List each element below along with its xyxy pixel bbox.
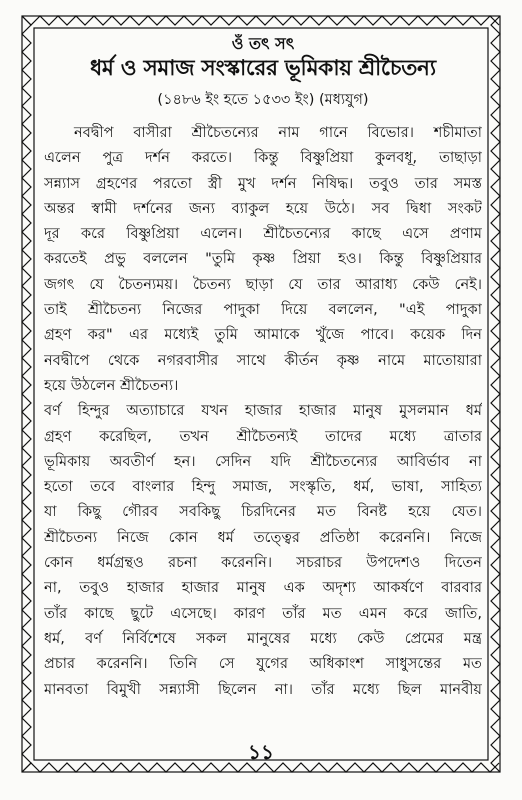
text-line: জগৎ যে চৈতন্যময়। চৈতন্য ছাড়া যে তার আরাধ্য কেউ নেই। [44, 275, 482, 293]
text-line: অন্তর স্বামী দর্শনের জন্য ব্যাকুল হয়ে উঠে। সব দ্বিধা সংকট [44, 199, 482, 217]
text-line: না, তবুও হাজার হাজার মানুষ এক অদৃশ্য আকর্ষণে বারবার [44, 579, 482, 597]
text-line: গ্রহণ করেছিল, তখন শ্রীচৈতন্যই তাদের মধ্যে ত্রাতার [44, 427, 482, 445]
page-number: ১১ [248, 740, 274, 764]
border-right-zigzag [491, 16, 500, 772]
text-line: ভূমিকায় অবতীর্ণ হন। সেদিন যদি শ্রীচৈতন্যের আবির্ভাব না [44, 452, 482, 470]
text-line: সন্ন্যাস গ্রহণের পরতো স্ত্রী মুখ দর্শন নিষিদ্ধ। তবুও তার সমস্ত [44, 174, 482, 192]
text-line: তাই শ্রীচৈতন্য নিজের পাদুকা দিয়ে বললেন, "এই পাদুকা [44, 301, 482, 319]
text-line: তাঁর কাছে ছুটে এসেছে। কারণ তাঁর মত এমন করে জাতি, [44, 604, 482, 622]
text-line: হতো তবে বাংলার হিন্দু সমাজ, সংস্কৃতি, ধর্ম, ভাষা, সাহিত্য [44, 478, 482, 496]
text-line: কোন ধর্মগ্রন্থও রচনা করেননি। সচরাচর উপদেশও দিতেন [44, 554, 482, 572]
invocation-heading: ওঁ তৎ সৎ [231, 34, 295, 53]
border-left-zigzag [22, 16, 31, 772]
page-subtitle: (১৪৮৬ ইং হতে ১৫৩৩ ইং) (মধ্যযুগ) [157, 92, 369, 108]
text-line: ধর্ম, বর্ণ নির্বিশেষে সকল মানুষের মধ্যে কেউ প্রেমের মন্ত্র [44, 629, 482, 647]
text-line: হয়ে উঠলেন শ্রীচৈতন্য। [44, 376, 179, 394]
text-line: বর্ণ হিন্দুর অত্যাচারে যখন হাজার হাজার মানুষ মুসলমান ধর্ম [44, 402, 482, 420]
text-line: মানবতা বিমুখী সন্ন্যাসী ছিলেন না। তাঁর মধ্যে ছিল মানবীয় [44, 680, 482, 698]
border-top-zigzag [22, 16, 499, 25]
page-title: ধর্ম ও সমাজ সংস্কারের ভূমিকায় শ্রীচৈতন্য [90, 56, 436, 81]
text-line: শ্রীচৈতন্য নিজে কোন ধর্ম তত্ত্বের প্রতিষ্ঠা করেননি। নিজে [44, 528, 482, 546]
text-line: নবদ্বীপ বাসীরা শ্রীচৈতন্যের নাম গানে বিভোর। শচীমাতা [74, 124, 482, 141]
text-line: এলেন পুত্র দর্শন করতে। কিন্তু বিষ্ণুপ্রিয়া কুলবধূ, তাছাড়া [44, 149, 482, 167]
paragraph-1 [44, 120, 482, 398]
text-line: দূর করে বিষ্ণুপ্রিয়া এলেন। শ্রীচৈতন্যের কাছে এসে প্রণাম [44, 225, 482, 243]
page-content [44, 34, 482, 724]
text-line: নবদ্বীপে থেকে নগরবাসীর সাথে কীর্তন কৃষ্ণ নামে মাতোয়ারা [44, 351, 482, 369]
paragraph-2 [44, 398, 482, 702]
text-line: যা কিছু গৌরব সবকিছু চিরদিনের মত বিনষ্ট হয়ে যেত। [44, 503, 482, 521]
text-line: গ্রহণ কর" এর মধ্যেই তুমি আমাকে খুঁজে পাবে। কয়েক দিন [44, 326, 482, 344]
border-bottom-zigzag [22, 763, 499, 772]
text-line: করতেই প্রভু বললেন "তুমি কৃষ্ণ প্রিয়া হও। কিন্তু বিষ্ণুপ্রিয়ার [44, 250, 482, 268]
text-line: প্রচার করেননি। তিনি সে যুগের অধিকাংশ সাধুসন্তের মত [44, 655, 482, 673]
